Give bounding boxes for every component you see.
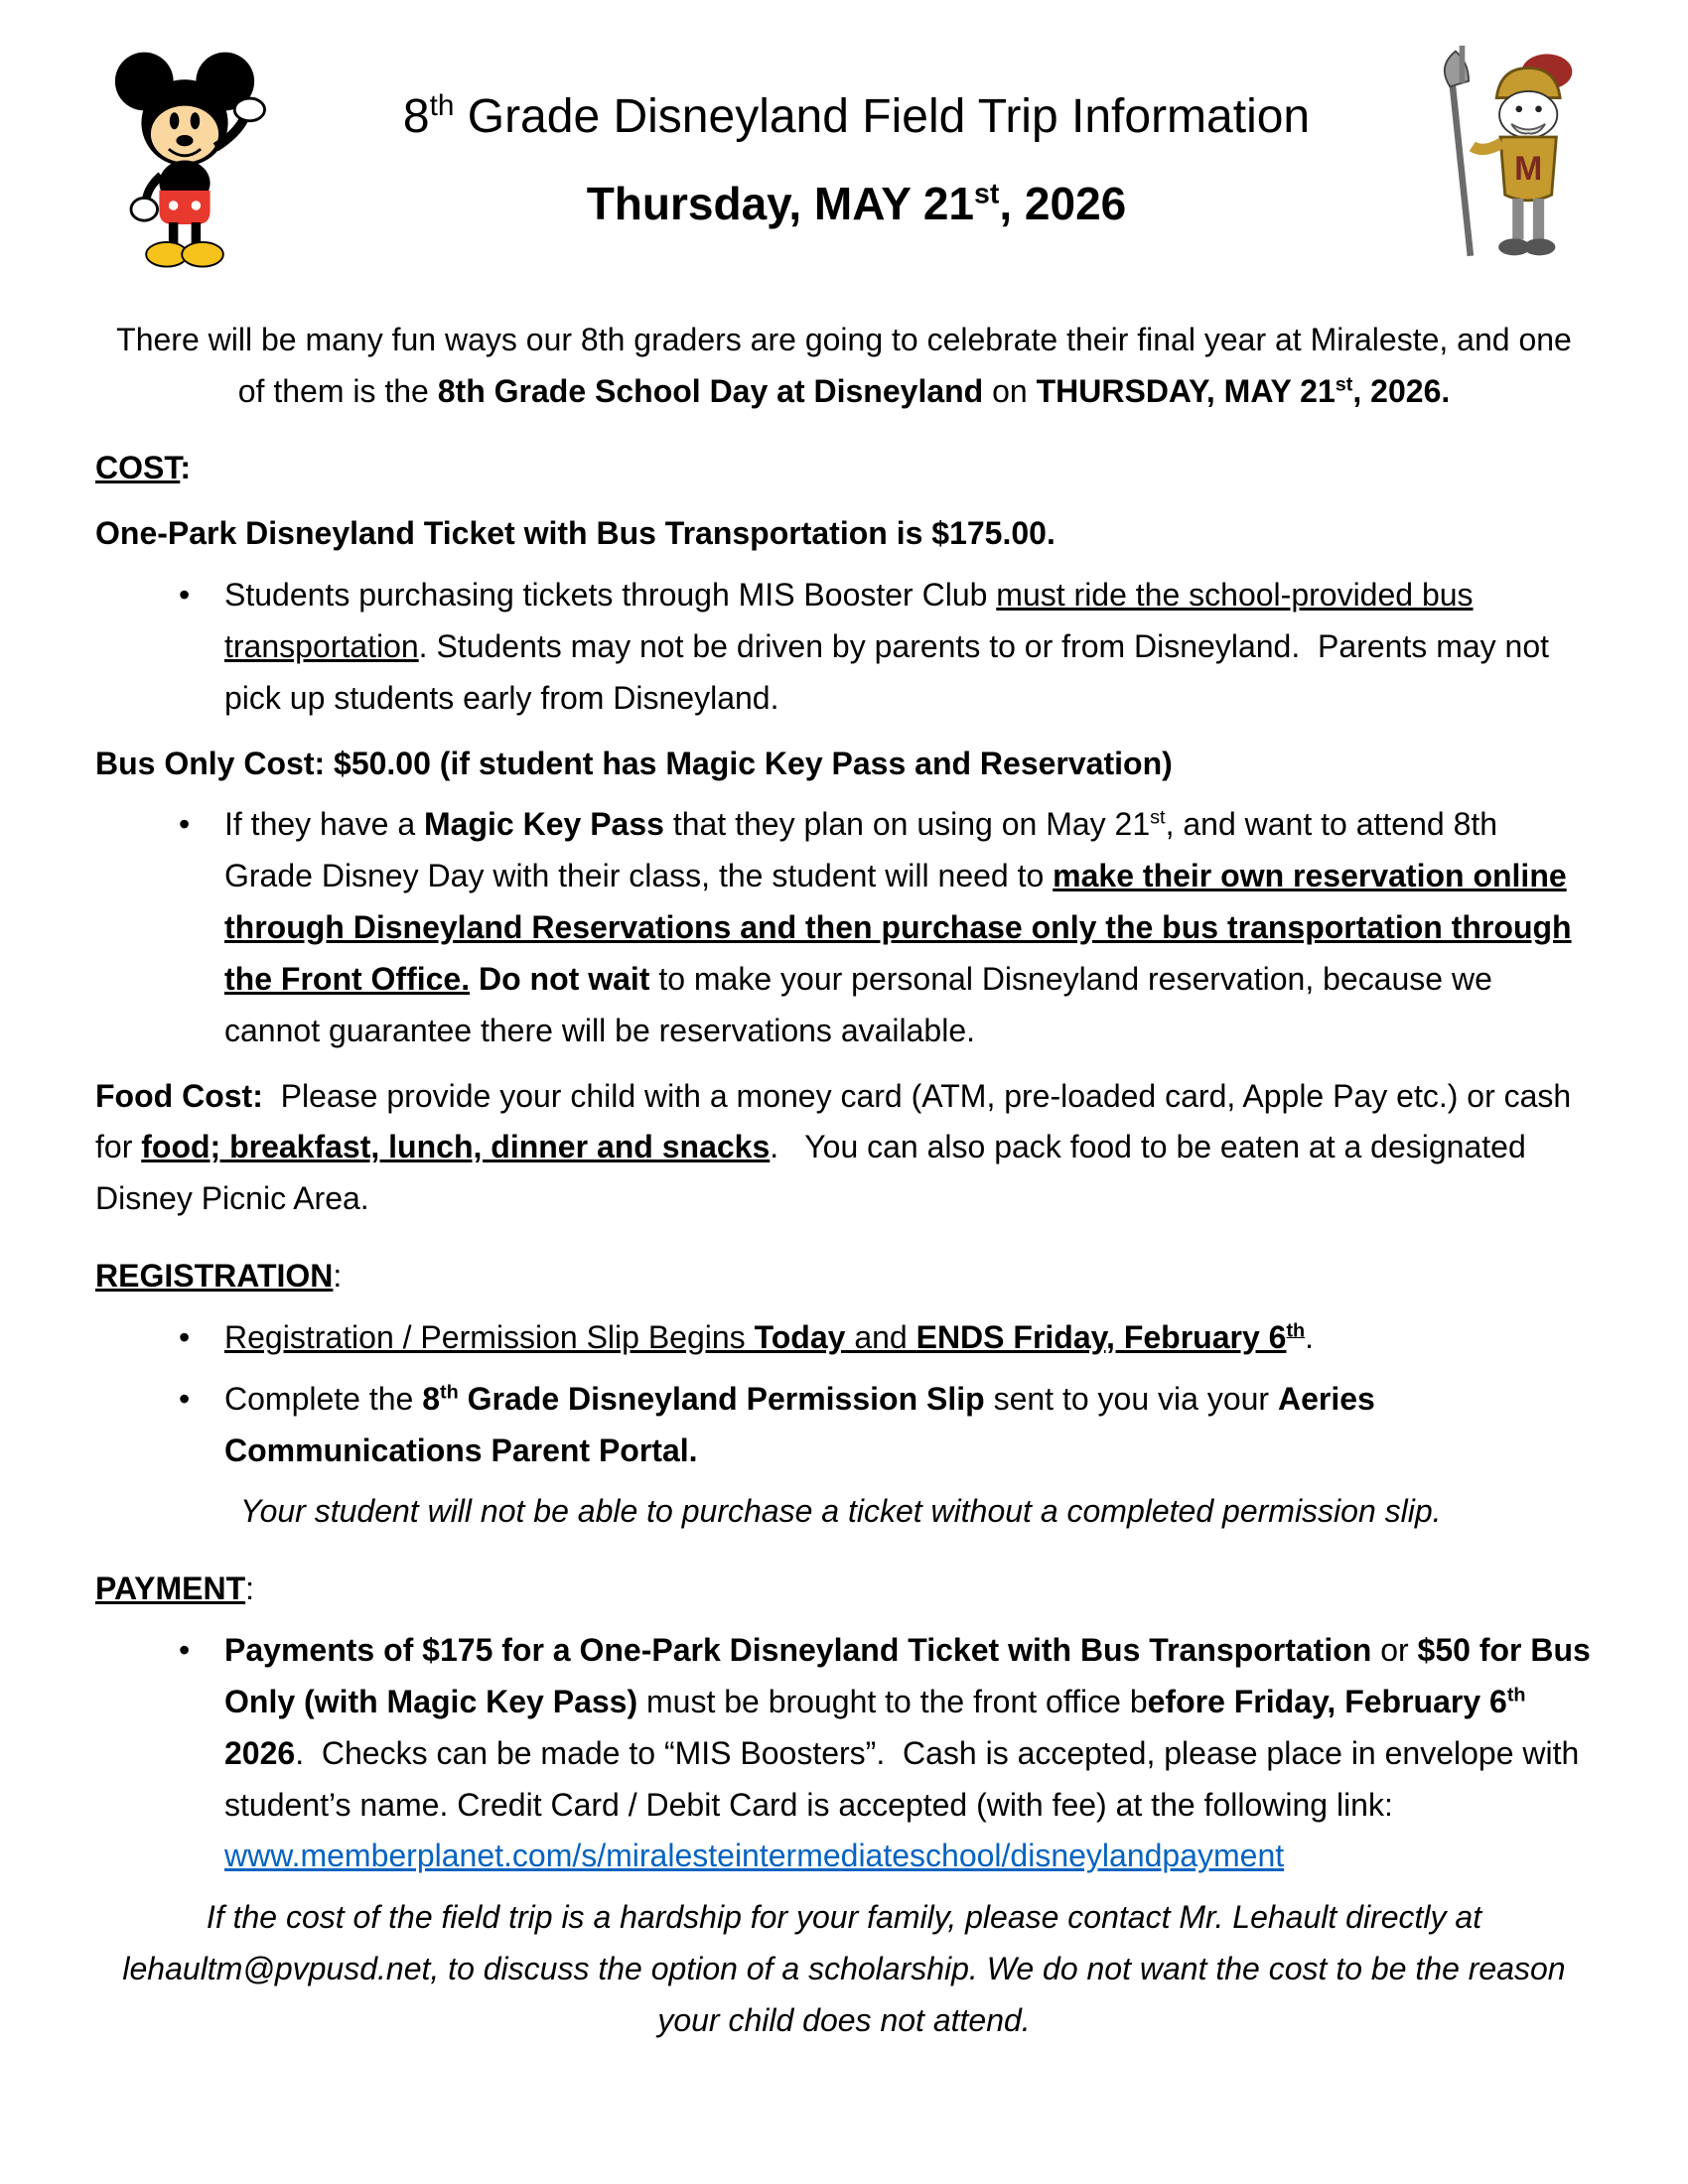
knight-mascot-image xyxy=(1439,44,1593,293)
payment-bullet-details-text: Payments of $175 for a One-Park Disneyland Ticket with Bus Transportation or $50 for Bus Only (with Magic Key Pass) must be brought to the front office before Friday, February 6th 2026. Checks can be made to “MIS Boosters”. Cash is accepted, please place in envelope with student’s name. Credit Card / Debit Card is accepted (with fee) at the following link: www.memberplanet.com/s/miralesteintermediateschool/disneylandpayment xyxy=(224,1632,1591,1874)
ticket-price-line: One-Park Disneyland Ticket with Bus Transportation is $175.00. xyxy=(95,515,1055,552)
cost-heading: COST: xyxy=(95,450,191,486)
bus-only-cost-line: Bus Only Cost: $50.00 (if student has Magic Key Pass and Reservation) xyxy=(95,745,1173,781)
payment-heading: PAYMENT: xyxy=(95,1570,255,1607)
mickey-mouse-image xyxy=(95,44,274,295)
bullet-icon xyxy=(179,1625,224,1882)
mascot-shield-letter: M xyxy=(1514,150,1543,189)
bullet-icon xyxy=(179,1312,224,1364)
document-subtitle: Thursday, MAY 21st, 2026 xyxy=(586,178,1127,230)
hardship-note: If the cost of the field trip is a hardship for your family, please contact Mr. Lehault directly at lehaultm@pvpusd.net, to discuss the option of a scholarship. We do not want the cost to be the reason your child does not attend. xyxy=(122,1899,1566,2038)
title-block xyxy=(274,44,1439,230)
payment-link[interactable]: www.memberplanet.com/s/miralesteintermediateschool/disneylandpayment xyxy=(224,1838,1285,1874)
registration-bullet-dates xyxy=(179,1312,1593,1364)
cost-bullet-magic-key-text: If they have a Magic Key Pass that they plan on using on May 21st, and want to attend 8th Grade Disney Day with their class, the student will need to make their own reservation online through Disneyland Reservations and then purchase only the bus transportation through the Front Office. Do not wait to make your personal Disneyland reservation, because we cannot guarantee there will be reservations available. xyxy=(224,806,1572,1048)
bullet-icon xyxy=(179,1374,224,1477)
payment-bullet-details xyxy=(179,1625,1593,1882)
intro-paragraph: There will be many fun ways our 8th graders are going to celebrate their final year at Miraleste, and one of them is the 8th Grade School Day at Disneyland on THURSDAY, MAY 21st, 2026. xyxy=(116,321,1572,409)
bullet-icon xyxy=(179,570,224,724)
bullet-icon xyxy=(179,799,224,1056)
permission-slip-note: Your student will not be able to purchase a ticket without a completed permission slip. xyxy=(240,1493,1442,1530)
registration-bullet-permission-slip-text: Complete the 8th Grade Disneyland Permission Slip sent to you via your Aeries Communications Parent Portal. xyxy=(224,1380,1375,1468)
cost-bullet-bus-required-text: Students purchasing tickets through MIS Booster Club must ride the school-provided bus transportation. Students may not be driven by parents to or from Disneyland. Parents may not pick up students early from Disneyland. xyxy=(224,577,1550,716)
document-header xyxy=(95,44,1593,295)
cost-bullet-bus-required xyxy=(179,570,1593,724)
cost-bullet-magic-key xyxy=(179,799,1593,1056)
registration-bullet-permission-slip xyxy=(179,1374,1593,1477)
registration-bullet-dates-text: Registration / Permission Slip Begins Today and ENDS Friday, February 6th. xyxy=(224,1318,1315,1355)
document-title: 8th Grade Disneyland Field Trip Information xyxy=(402,89,1311,143)
registration-heading: REGISTRATION: xyxy=(95,1258,343,1295)
food-cost-paragraph: Food Cost: Please provide your child with a money card (ATM, pre-loaded card, Apple Pay etc.) or cash for food; breakfast, lunch, dinner and snacks. You can also pack food to be eaten at a designated Disney Picnic Area. xyxy=(95,1077,1572,1217)
